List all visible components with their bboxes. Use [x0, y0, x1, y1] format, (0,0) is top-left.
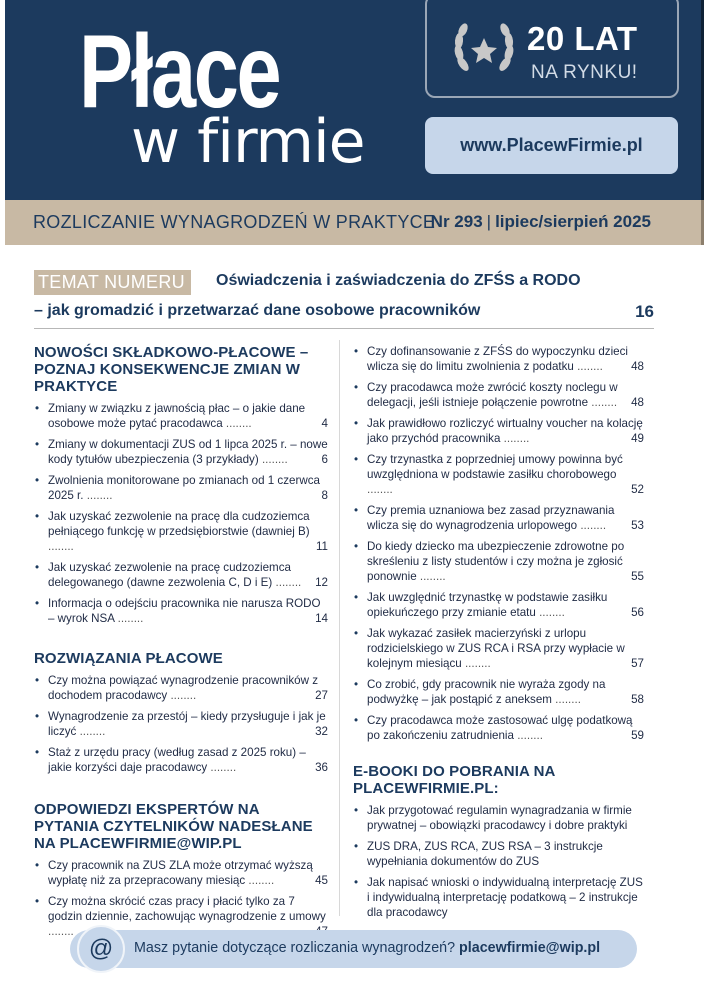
magazine-subtitle: ROZLICZANIE WYNAGRODZEŃ W PRAKTYCE — [33, 212, 436, 232]
dot-leader: ........ — [416, 570, 446, 583]
contact-email[interactable]: placewfirmie@wip.pl — [459, 940, 601, 956]
dot-leader: ........ — [535, 606, 565, 619]
toc-right-column — [353, 344, 644, 926]
dot-leader: ........ — [48, 540, 74, 553]
section-title: ROZWIĄZANIA PŁACOWE — [34, 650, 223, 667]
toc-item-page: 45 — [315, 874, 328, 887]
toc-item-title: Jak przygotować regulamin wynagradzania w firmie prywatnej – obowiązki pracodawcy i dobre praktyki — [367, 804, 632, 832]
toc-item[interactable] — [34, 596, 328, 626]
toc-item-title: Jak uwzględnić trzynastkę w podstawie zasiłku opiekuńczego przy zmianie etatu — [367, 591, 608, 619]
toc-item[interactable] — [34, 745, 328, 775]
toc-item[interactable] — [34, 673, 328, 703]
toc-item-title: Jak wykazać zasiłek macierzyński z urlopu rodzicielskiego w ZUS RCA i RSA przy wypłacie w kolejnym miesiącu — [367, 627, 625, 670]
toc-item-page: 27 — [315, 689, 328, 702]
toc-item[interactable] — [353, 803, 644, 833]
toc-item[interactable] — [34, 709, 328, 739]
cover-story-page: 16 — [635, 302, 654, 321]
anniversary-years: 20 LAT — [527, 20, 638, 57]
toc-item-page: 57 — [631, 657, 644, 670]
toc-item[interactable] — [353, 677, 644, 707]
toc-item-page: 48 — [631, 360, 644, 373]
toc-item[interactable] — [34, 437, 328, 467]
dot-leader: ........ — [500, 432, 530, 445]
dot-leader: ........ — [258, 453, 288, 466]
toc-list — [34, 673, 328, 775]
toc-item-title: ZUS DRA, ZUS RCA, ZUS RSA – 3 instrukcje wypełniania dokumentów do ZUS — [367, 840, 603, 868]
question-text — [134, 940, 600, 956]
toc-item[interactable] — [353, 539, 644, 584]
toc-left-column — [34, 344, 328, 945]
toc-list — [353, 344, 644, 743]
toc-item-title: Do kiedy dziecko ma ubezpieczenie zdrowotne po skreśleniu z listy studentów i czy można je zgłosić ponownie — [367, 540, 625, 583]
toc-item[interactable] — [34, 401, 328, 431]
issue-date: lipiec/sierpień 2025 — [495, 212, 651, 231]
toc-item[interactable] — [353, 452, 644, 497]
toc-list — [34, 401, 328, 626]
toc-item-title: Jak uzyskać zezwolenie na pracę cudzoziemca delegowanego (dawne zezwolenia C, D i E) — [48, 561, 291, 589]
toc-item-page: 8 — [321, 489, 328, 502]
cover-story — [34, 270, 654, 321]
dot-leader: ........ — [272, 576, 302, 589]
subtitle-band — [5, 200, 704, 245]
toc-item[interactable] — [353, 839, 644, 869]
toc-item-title: Zwolnienia monitorowane po zmianach od 1 czerwca 2025 r. — [48, 474, 320, 502]
toc-item-title: Czy można skrócić czas pracy i płacić tylko za 7 godzin dziennie, zachowując wynagrodzenie z umowy — [48, 895, 326, 923]
dot-leader: ........ — [207, 761, 237, 774]
toc-item-title: Informacja o odejściu pracownika nie narusza RODO – wyrok NSA — [48, 597, 321, 625]
toc-item-page: 11 — [315, 540, 328, 553]
toc-item-title: Jak napisać wnioski o indywidualną interpretację ZUS i indywidualną interpretację podatkową – 2 instrukcje dla pracodawcy — [367, 876, 643, 919]
toc-item-page: 4 — [321, 417, 328, 430]
toc-item[interactable] — [353, 875, 644, 920]
website-link[interactable]: www.PlacewFirmie.pl — [425, 117, 678, 174]
toc-item[interactable] — [353, 416, 644, 446]
toc-item-page: 55 — [631, 570, 644, 583]
logo-subtitle: w firmie — [131, 107, 365, 177]
toc-item-page: 48 — [631, 396, 644, 409]
toc-item-title: Wynagrodzenie za przestój – kiedy przysługuje i jak je liczyć — [48, 710, 326, 738]
toc-item-title: Co zrobić, gdy pracownik nie wyraża zgody na podwyżkę – jak postąpić z aneksem — [367, 678, 606, 706]
toc-item-page: 6 — [321, 453, 328, 466]
toc-item[interactable] — [353, 380, 644, 410]
dot-leader: ........ — [577, 519, 607, 532]
dot-leader: ........ — [513, 729, 543, 742]
section-title: ODPOWIEDZI EKSPERTÓW NA PYTANIA CZYTELNIKÓW NADESŁANE NA PLACEWFIRMIE@WIP.PL — [34, 801, 313, 852]
column-divider — [339, 340, 340, 916]
toc-item-page: 59 — [631, 729, 644, 742]
dot-leader: ........ — [573, 360, 603, 373]
toc-item[interactable] — [34, 473, 328, 503]
section-title: NOWOŚCI SKŁADKOWO-PŁACOWE – POZNAJ KONSEKWENCJE ZMIAN W PRAKTYCE — [34, 344, 309, 395]
section-title: E-BOOKI DO POBRANIA NA PLACEWFIRMIE.PL: — [353, 763, 555, 797]
toc-item-title: Czy dofinansowanie z ZFŚS do wypoczynku dzieci wlicza się do limitu zwolnienia z podatku — [367, 345, 628, 373]
cover-story-title-1[interactable]: Oświadczenia i zaświadczenia do ZFŚS a RODO — [216, 272, 581, 289]
cover-story-tag: TEMAT NUMERU — [34, 270, 191, 295]
masthead — [5, 0, 704, 200]
toc-item-title: Jak uzyskać zezwolenie na pracę dla cudzoziemca pełniącego funkcję w przedsiębiorstwie (dawniej B) — [48, 510, 310, 538]
toc-item[interactable] — [353, 503, 644, 533]
toc-item-title: Czy pracownik na ZUS ZLA może otrzymać wyższą wypłatę niż za przepracowany miesiąc — [48, 859, 313, 887]
question-label: Masz pytanie dotyczące rozliczania wynagrodzeń? — [134, 940, 456, 956]
toc-item-title: Zmiany w dokumentacji ZUS od 1 lipca 2025 r. – nowe kody tytułów ubezpieczenia (3 przykłady) — [48, 438, 328, 466]
at-icon: @ — [77, 925, 125, 973]
logo-title: Płace — [79, 14, 280, 130]
dot-leader: ........ — [167, 689, 197, 702]
toc-item-page: 58 — [631, 693, 644, 706]
toc-item[interactable] — [34, 509, 328, 554]
toc-item-title: Czy trzynastka z poprzedniej umowy powinna być uwzględniona w podstawie zasiłku chorobowego — [367, 453, 623, 481]
toc-item-title: Czy premia uznaniowa bez zasad przyznawania wlicza się do wynagrodzenia urlopowego — [367, 504, 615, 532]
toc-item[interactable] — [34, 858, 328, 888]
divider — [34, 328, 654, 329]
dot-leader: ........ — [114, 612, 144, 625]
toc-list — [353, 803, 644, 920]
dot-leader: ........ — [245, 874, 275, 887]
toc-item-title: Czy można powiązać wynagrodzenie pracowników z dochodem pracodawcy — [48, 674, 319, 702]
cover-story-title-2[interactable]: – jak gromadzić i przetwarzać dane osobowe pracowników — [34, 302, 481, 319]
dot-leader: ........ — [367, 483, 393, 496]
issue-info: Nr 293 | lipiec/sierpień 2025 — [430, 212, 651, 231]
toc-list — [34, 858, 328, 939]
dot-leader: ........ — [588, 396, 618, 409]
toc-item-title: Jak prawidłowo rozliczyć wirtualny voucher na kolację jako przychód pracownika — [367, 417, 643, 445]
dot-leader: ........ — [551, 693, 581, 706]
toc-item-page: 49 — [631, 432, 644, 445]
dot-leader: ........ — [222, 417, 252, 430]
toc-item-title: Czy pracodawca może zastosować ulgę podatkową po zakończeniu zatrudnienia — [367, 714, 633, 742]
toc-item[interactable] — [34, 560, 328, 590]
toc-item-page: 12 — [315, 576, 328, 589]
dot-leader: ........ — [83, 489, 113, 502]
toc-item[interactable] — [353, 590, 644, 620]
laurel-icon — [449, 20, 519, 80]
toc-item-page: 32 — [315, 725, 328, 738]
toc-item[interactable] — [353, 713, 644, 743]
toc-item-page: 52 — [631, 483, 644, 496]
dot-leader: ........ — [76, 725, 106, 738]
toc-item-page: 53 — [631, 519, 644, 532]
dot-leader: ........ — [461, 657, 491, 670]
toc-item-page: 14 — [315, 612, 328, 625]
toc-item[interactable] — [353, 626, 644, 671]
toc-item-page: 36 — [315, 761, 328, 774]
issue-number: Nr 293 — [430, 212, 483, 231]
toc-item-title: Zmiany w związku z jawnością płac – o jakie dane osobowe może pytać pracodawca — [48, 402, 306, 430]
anniversary-caption: NA RYNKU! — [531, 62, 638, 83]
toc-item-title: Staż z urzędu pracy (według zasad z 2025 roku) – jakie korzyści daje pracodawcy — [48, 746, 306, 774]
anniversary-badge — [425, 0, 679, 98]
dot-leader: ........ — [48, 925, 74, 938]
toc-item-page: 56 — [631, 606, 644, 619]
toc-item[interactable] — [353, 344, 644, 374]
toc-item-title: Czy pracodawca może zwrócić koszty noclegu w delegacji, jeśli istnieje połączenie powrotne — [367, 381, 618, 409]
